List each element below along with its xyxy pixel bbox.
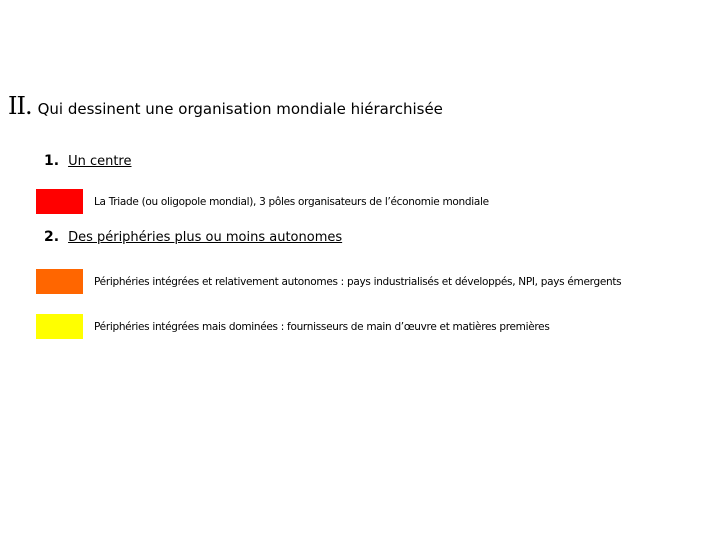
- subsection-center: [44, 153, 132, 169]
- legend-text-dominated-peripheries: Périphéries intégrées mais dominées : fournisseurs de main d’œuvre et matières premières: [94, 321, 550, 333]
- legend-text-triade: La Triade (ou oligopole mondial), 3 pôles organisateurs de l’économie mondiale: [94, 196, 489, 208]
- subsection-peripheries: [44, 229, 342, 245]
- heading-title: Qui dessinent une organisation mondiale hiérarchisée: [37, 100, 443, 118]
- legend-swatch-orange: [36, 269, 83, 294]
- subsection-title: Des périphéries plus ou moins autonomes: [68, 230, 343, 245]
- legend-text-autonomous-peripheries: Périphéries intégrées et relativement autonomes : pays industrialisés et développés, NPI, pays émergents: [94, 276, 622, 288]
- legend-swatch-yellow: [36, 314, 83, 339]
- subsection-number: 1.: [44, 153, 60, 169]
- heading-number: II.: [8, 92, 32, 120]
- section-heading: [8, 92, 443, 120]
- subsection-number: 2.: [44, 229, 60, 245]
- legend-swatch-red: [36, 189, 83, 214]
- subsection-title: Un centre: [68, 154, 132, 169]
